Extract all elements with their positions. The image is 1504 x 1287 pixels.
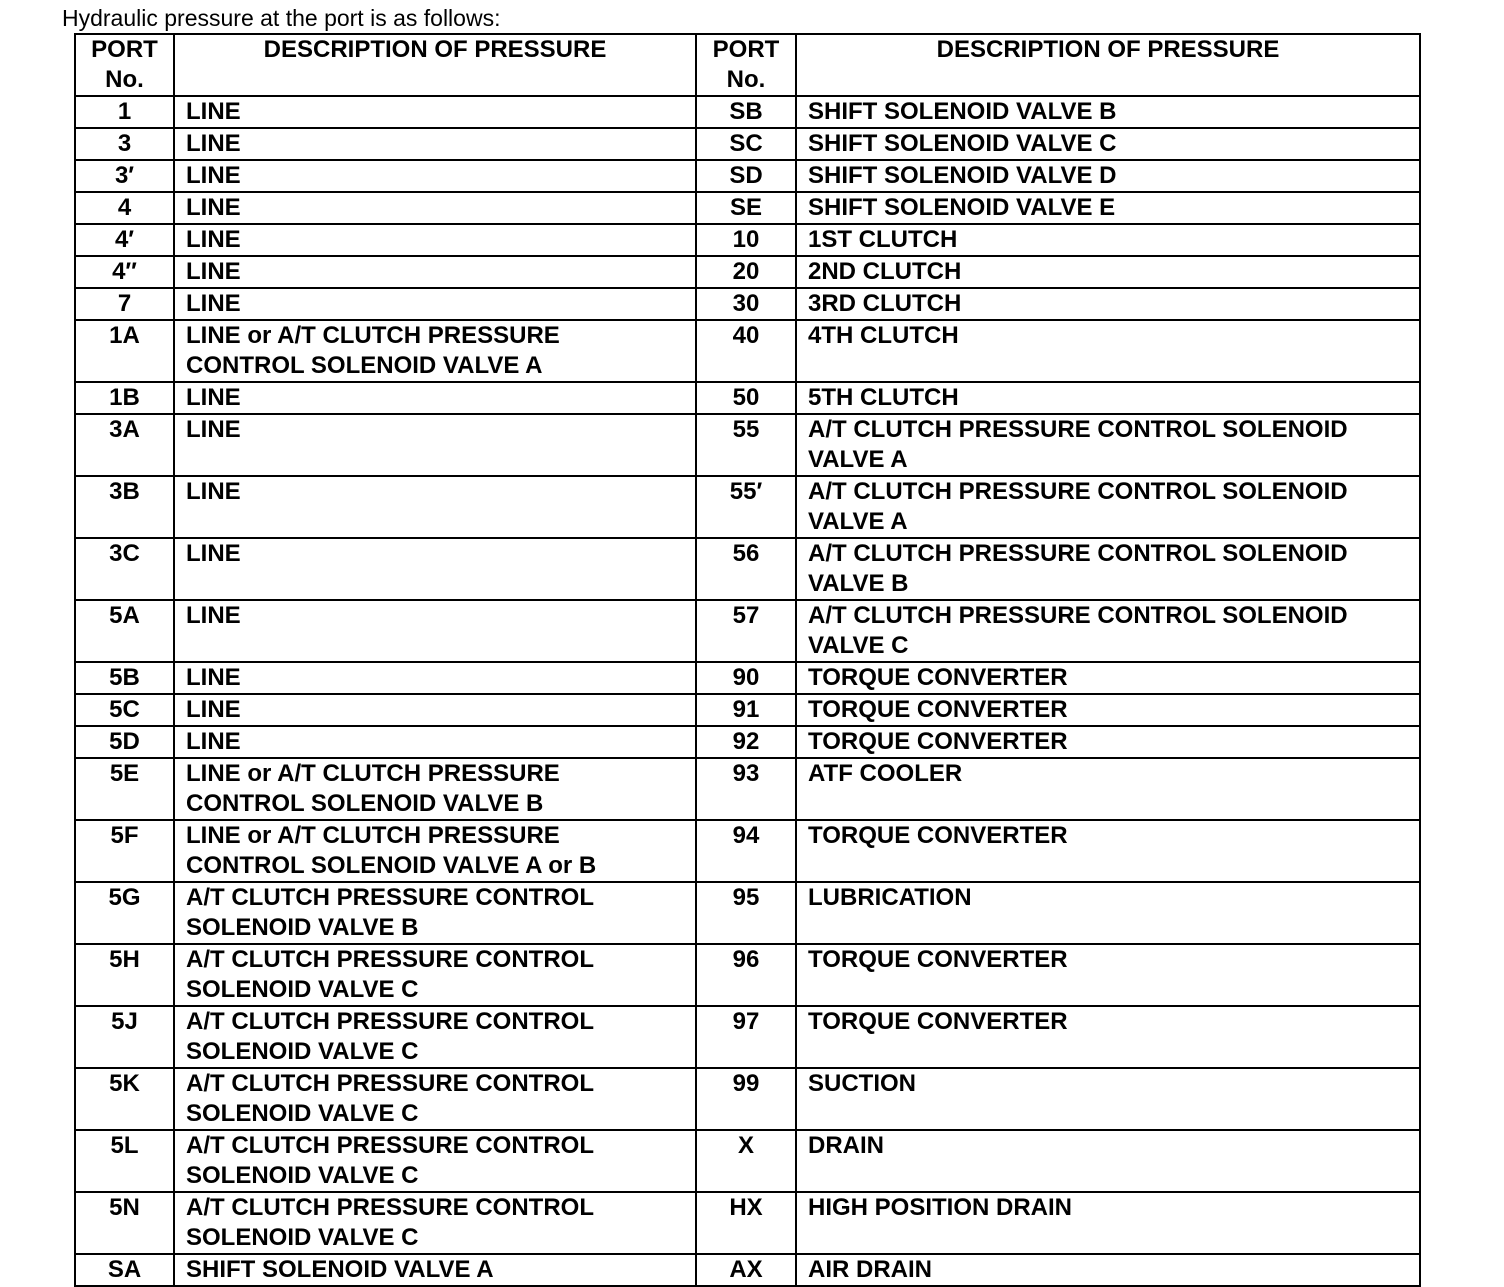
pressure-description-right: ATF COOLER [796,758,1420,820]
table-row [75,1192,1420,1254]
table-row [75,694,1420,726]
pressure-description-right: TORQUE CONVERTER [796,820,1420,882]
table-row [75,1006,1420,1068]
header-description-right [796,34,1420,96]
port-number-left: SA [75,1254,174,1286]
header-port-right [696,34,796,96]
pressure-description-left: A/T CLUTCH PRESSURE CONTROL SOLENOID VALVE C [174,1068,696,1130]
port-number-left: 3C [75,538,174,600]
port-number-left: 1B [75,382,174,414]
port-number-left: 5J [75,1006,174,1068]
port-number-right: 30 [696,288,796,320]
header-port-label: PORT No. [712,36,780,93]
port-number-left: 5L [75,1130,174,1192]
port-number-right: 97 [696,1006,796,1068]
port-number-left: 1A [75,320,174,382]
pressure-description-right: SHIFT SOLENOID VALVE B [796,96,1420,128]
pressure-description-left: LINE [174,662,696,694]
table-row [75,600,1420,662]
pressure-description-right: SHIFT SOLENOID VALVE E [796,192,1420,224]
pressure-description-left: LINE [174,726,696,758]
table-row [75,1068,1420,1130]
port-number-right: 55 [696,414,796,476]
pressure-description-left: A/T CLUTCH PRESSURE CONTROL SOLENOID VALVE C [174,1192,696,1254]
pressure-description-right: TORQUE CONVERTER [796,662,1420,694]
pressure-description-left: LINE [174,160,696,192]
port-number-right: 90 [696,662,796,694]
port-number-left: 5C [75,694,174,726]
pressure-description-right: DRAIN [796,1130,1420,1192]
port-number-left: 5H [75,944,174,1006]
port-number-left: 7 [75,288,174,320]
pressure-description-left: A/T CLUTCH PRESSURE CONTROL SOLENOID VALVE C [174,1130,696,1192]
pressure-description-left: LINE [174,600,696,662]
port-number-left: 3B [75,476,174,538]
pressure-description-right: 2ND CLUTCH [796,256,1420,288]
table-row [75,382,1420,414]
pressure-description-right: TORQUE CONVERTER [796,726,1420,758]
table-row [75,1130,1420,1192]
port-number-right: 55′ [696,476,796,538]
port-number-right: 93 [696,758,796,820]
pressure-description-right: 4TH CLUTCH [796,320,1420,382]
pressure-description-right: 5TH CLUTCH [796,382,1420,414]
pressure-description-left: LINE [174,414,696,476]
pressure-description-right: 3RD CLUTCH [796,288,1420,320]
table-row [75,320,1420,382]
port-number-right: 96 [696,944,796,1006]
table-row [75,224,1420,256]
port-number-right: 92 [696,726,796,758]
pressure-description-right: A/T CLUTCH PRESSURE CONTROL SOLENOID VALVE A [796,414,1420,476]
header-port-label: PORT No. [91,36,158,93]
port-number-left: 5N [75,1192,174,1254]
pressure-description-right: SHIFT SOLENOID VALVE C [796,128,1420,160]
pressure-description-right: A/T CLUTCH PRESSURE CONTROL SOLENOID VALVE B [796,538,1420,600]
port-number-right: SD [696,160,796,192]
table-row [75,538,1420,600]
port-number-right: 95 [696,882,796,944]
port-number-left: 5B [75,662,174,694]
port-number-left: 3′ [75,160,174,192]
table-body [75,96,1420,1286]
table-row [75,944,1420,1006]
pressure-description-left: LINE [174,288,696,320]
port-number-right: SB [696,96,796,128]
port-number-right: 20 [696,256,796,288]
pressure-description-left: LINE [174,538,696,600]
pressure-description-left: LINE [174,382,696,414]
port-number-right: 56 [696,538,796,600]
pressure-description-left: LINE [174,96,696,128]
table-row [75,476,1420,538]
pressure-description-left: LINE [174,192,696,224]
pressure-description-right: LUBRICATION [796,882,1420,944]
pressure-description-left: LINE [174,128,696,160]
table-row [75,288,1420,320]
port-number-right: 91 [696,694,796,726]
port-number-left: 1 [75,96,174,128]
port-number-left: 5E [75,758,174,820]
pressure-description-left: LINE or A/T CLUTCH PRESSURE CONTROL SOLENOID VALVE A [174,320,696,382]
table-row [75,128,1420,160]
port-number-right: 10 [696,224,796,256]
pressure-description-left: A/T CLUTCH PRESSURE CONTROL SOLENOID VALVE B [174,882,696,944]
pressure-description-right: TORQUE CONVERTER [796,694,1420,726]
pressure-description-right: TORQUE CONVERTER [796,1006,1420,1068]
table-row [75,256,1420,288]
table-row [75,160,1420,192]
pressure-description-right: HIGH POSITION DRAIN [796,1192,1420,1254]
pressure-description-left: LINE [174,224,696,256]
table-row [75,726,1420,758]
pressure-description-left: LINE [174,476,696,538]
table-row [75,192,1420,224]
table-row [75,414,1420,476]
table-row [75,662,1420,694]
pressure-description-left: LINE or A/T CLUTCH PRESSURE CONTROL SOLENOID VALVE B [174,758,696,820]
pressure-description-right: A/T CLUTCH PRESSURE CONTROL SOLENOID VALVE C [796,600,1420,662]
port-number-left: 3 [75,128,174,160]
port-number-right: SC [696,128,796,160]
pressure-description-left: A/T CLUTCH PRESSURE CONTROL SOLENOID VALVE C [174,944,696,1006]
port-number-left: 3A [75,414,174,476]
table-row [75,1254,1420,1286]
header-port-left [75,34,174,96]
pressure-description-left: LINE [174,256,696,288]
table-row [75,758,1420,820]
pressure-description-right: A/T CLUTCH PRESSURE CONTROL SOLENOID VALVE A [796,476,1420,538]
header-description-label: DESCRIPTION OF PRESSURE [936,36,1280,63]
port-number-left: 5F [75,820,174,882]
pressure-description-right: AIR DRAIN [796,1254,1420,1286]
port-number-left: 4′ [75,224,174,256]
pressure-description-left: A/T CLUTCH PRESSURE CONTROL SOLENOID VALVE C [174,1006,696,1068]
pressure-description-left: SHIFT SOLENOID VALVE A [174,1254,696,1286]
pressure-description-right: SUCTION [796,1068,1420,1130]
port-pressure-table [74,33,1421,1287]
port-number-right: HX [696,1192,796,1254]
table-row [75,96,1420,128]
port-number-right: SE [696,192,796,224]
port-number-right: 50 [696,382,796,414]
pressure-description-right: SHIFT SOLENOID VALVE D [796,160,1420,192]
pressure-description-right: 1ST CLUTCH [796,224,1420,256]
port-number-right: 99 [696,1068,796,1130]
pressure-description-right: TORQUE CONVERTER [796,944,1420,1006]
port-number-left: 5K [75,1068,174,1130]
port-number-right: 57 [696,600,796,662]
intro-text: Hydraulic pressure at the port is as follows: [62,5,501,31]
table-header-row [75,34,1420,96]
port-number-left: 5D [75,726,174,758]
port-number-right: X [696,1130,796,1192]
port-number-left: 4″ [75,256,174,288]
port-number-right: AX [696,1254,796,1286]
port-number-right: 94 [696,820,796,882]
pressure-description-left: LINE or A/T CLUTCH PRESSURE CONTROL SOLENOID VALVE A or B [174,820,696,882]
port-number-left: 5G [75,882,174,944]
port-number-left: 5A [75,600,174,662]
header-description-label: DESCRIPTION OF PRESSURE [263,36,607,63]
port-number-right: 40 [696,320,796,382]
pressure-description-left: LINE [174,694,696,726]
header-description-left [174,34,696,96]
table-row [75,820,1420,882]
table-row [75,882,1420,944]
port-number-left: 4 [75,192,174,224]
